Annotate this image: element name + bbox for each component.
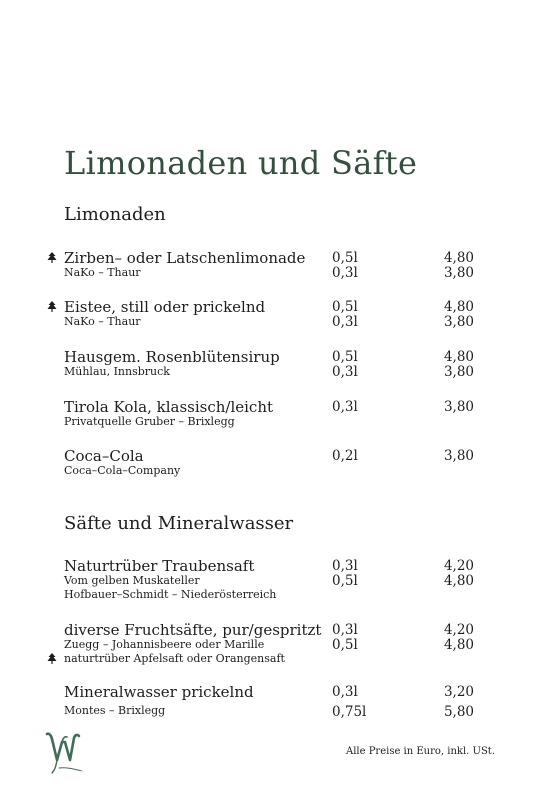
item-volume: 0,3l [332,364,358,380]
item-price: 4,80 [443,299,474,315]
item-detail: Montes – Brixlegg [64,704,166,717]
item-detail: Coca–Cola–Company [64,464,181,477]
item-volume: 0,5l [332,250,358,266]
item-detail: Hofbauer–Schmidt – Niederösterreich [64,588,277,601]
item-price: 4,20 [443,622,474,638]
fir-tree-icon [47,301,57,313]
item-name: Coca–Cola [64,447,144,465]
item-detail: Mühlau, Innsbruck [64,365,170,378]
menu-item [0,558,559,602]
fir-tree-icon [47,653,57,665]
item-price: 3,80 [443,448,474,464]
menu-item [0,448,559,478]
price-note: Alle Preise in Euro, inkl. USt. [345,746,495,757]
item-price: 3,20 [443,684,474,700]
item-price: 4,20 [443,558,474,574]
menu-item [0,684,559,720]
item-volume: 0,3l [332,265,358,281]
item-name: Zirben– oder Latschenlimonade [64,249,306,267]
item-volume: 0,5l [332,349,358,365]
item-name: Eistee, still oder prickelnd [64,298,266,316]
item-detail: Zuegg – Johannisbeere oder Marille [64,638,265,651]
item-price: 3,80 [443,399,474,415]
item-name: diverse Fruchtsäfte, pur/gespritzt [64,621,322,639]
item-price: 4,80 [443,250,474,266]
item-volume: 0,3l [332,558,358,574]
fir-tree-icon [47,252,57,264]
item-detail: NaKo – Thaur [64,266,141,279]
item-price: 4,80 [443,349,474,365]
menu-item [0,349,559,379]
section-heading-saefte: Säfte und Mineralwasser [64,513,294,534]
item-volume: 0,75l [332,704,367,720]
item-name: Mineralwasser prickelnd [64,683,254,701]
item-volume: 0,2l [332,448,358,464]
item-volume: 0,5l [332,299,358,315]
item-detail: Privatquelle Gruber – Brixlegg [64,415,235,428]
item-detail: NaKo – Thaur [64,315,141,328]
menu-item [0,250,559,280]
item-price: 4,80 [443,573,474,589]
item-name: Tirola Kola, klassisch/leicht [64,398,274,416]
item-volume: 0,5l [332,637,358,653]
logo-w-icon [44,730,84,776]
item-price: 4,80 [443,637,474,653]
section-heading-limonaden: Limonaden [64,204,166,225]
menu-item [0,399,559,429]
item-name: Hausgem. Rosenblütensirup [64,348,280,366]
item-volume: 0,3l [332,622,358,638]
page-title: Limonaden und Säfte [64,144,418,182]
item-price: 3,80 [443,314,474,330]
item-volume: 0,3l [332,399,358,415]
item-price: 3,80 [443,364,474,380]
item-price: 5,80 [443,704,474,720]
item-detail: Vom gelben Muskateller [64,574,200,587]
item-volume: 0,3l [332,314,358,330]
item-volume: 0,5l [332,573,358,589]
item-name: Naturtrüber Traubensaft [64,557,255,575]
menu-item [0,299,559,329]
item-detail: naturtrüber Apfelsaft oder Orangensaft [64,652,285,665]
item-volume: 0,3l [332,684,358,700]
menu-item [0,622,559,666]
item-price: 3,80 [443,265,474,281]
